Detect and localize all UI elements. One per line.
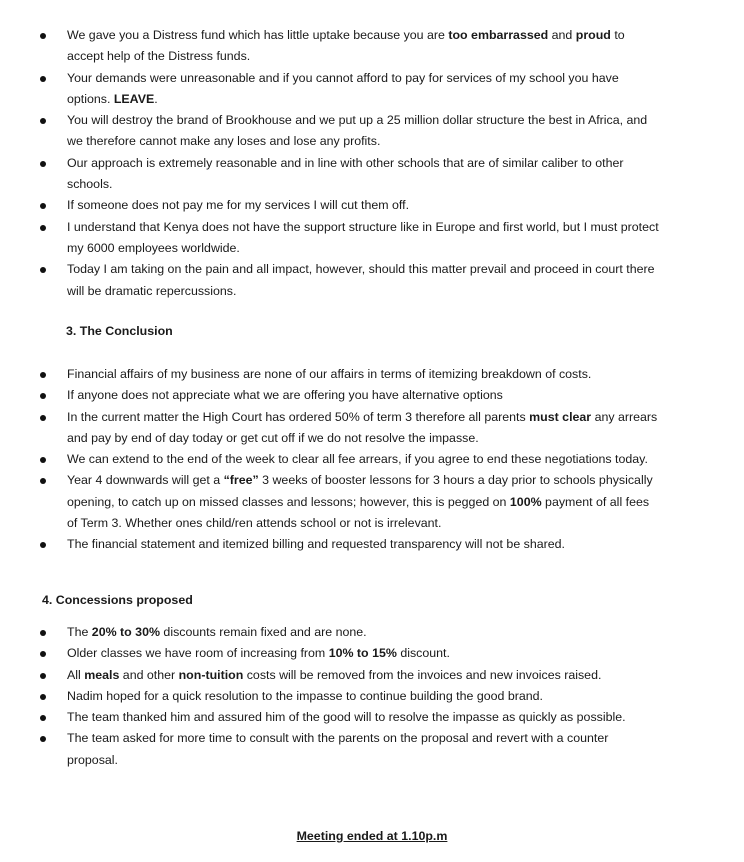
list-item <box>0 686 744 707</box>
concessions-bullet-list <box>0 622 744 771</box>
conclusion-heading: 3. The Conclusion <box>66 324 173 338</box>
text-run: You will destroy the brand of Brookhouse and we put up a 25 million dollar structure the best in Africa, and we therefore cannot make any loses and lose any profits. <box>67 113 648 149</box>
text-run: Financial affairs of my business are none of our affairs in terms of itemizing breakdown of costs. <box>67 367 592 381</box>
list-item <box>0 217 744 260</box>
text-run: Today I am taking on the pain and all impact, however, should this matter prevail and proceed in court there will be dramatic repercussions. <box>67 262 655 298</box>
section2-bullet-list <box>0 25 744 302</box>
list-item <box>0 68 744 111</box>
text-run: Our approach is extremely reasonable and in line with other schools that are of similar caliber to other schools. <box>67 155 624 192</box>
list-item <box>0 407 744 450</box>
conclusion-bullet-list <box>0 364 744 556</box>
list-item <box>0 470 744 534</box>
list-item <box>0 25 744 68</box>
list-item <box>0 153 744 196</box>
list-item <box>0 385 744 406</box>
list-item <box>0 195 744 216</box>
list-item <box>0 665 744 686</box>
bold-text: 20% to 30% <box>91 625 160 639</box>
text-run: Nadim hoped for a quick resolution to the impasse to continue building the good brand. <box>67 688 543 703</box>
bold-text: proud <box>575 28 611 42</box>
text-run: The team asked for more time to consult with the parents on the proposal and revert with a counter proposal. <box>67 731 609 767</box>
text-run: I understand that Kenya does not have the support structure like in Europe and first world, but I must protect my 6000 employees worldwide. <box>67 219 659 255</box>
list-item <box>0 259 744 302</box>
bold-text: must clear <box>529 409 592 424</box>
list-item <box>0 110 744 153</box>
text-run: The financial statement and itemized billing and requested transparency will not be shared. <box>67 537 565 552</box>
bold-text: too embarrassed <box>448 28 549 42</box>
text-run: to accept help of the Distress funds. <box>67 28 625 64</box>
text-run: We gave you a Distress fund which has little uptake because you are <box>67 28 449 42</box>
text-run: costs will be removed from the invoices and new invoices raised. <box>243 667 602 682</box>
text-run: and <box>548 28 576 42</box>
meeting-end-note: Meeting ended at 1.10p.m <box>296 829 448 843</box>
concessions-heading: 4. Concessions proposed <box>42 593 193 607</box>
text-run: any arrears and pay by end of day today or get cut off if we do not resolve the impasse. <box>67 409 658 445</box>
text-run: and other <box>119 667 179 682</box>
list-item <box>0 643 744 664</box>
text-run: All <box>67 667 85 682</box>
bold-text: “free” <box>223 473 259 488</box>
text-run: payment of all fees of Term 3. Whether ones child/ren attends school or not is irrelevant. <box>67 494 650 531</box>
text-run: discounts remain fixed and are none. <box>159 625 367 639</box>
text-run: Your demands were unreasonable and if you cannot afford to pay for services of my school you have options. <box>67 70 619 106</box>
text-run: If someone does not pay me for my services I will cut them off. <box>67 198 410 213</box>
text-run: The <box>67 625 92 639</box>
list-item <box>0 728 744 771</box>
text-run: If anyone does not appreciate what we are offering you have alternative options <box>67 388 503 403</box>
text-run: Year 4 downwards will get a <box>67 473 224 488</box>
bold-text: meals <box>84 667 120 682</box>
text-run: 3 weeks of booster lessons for 3 hours a day prior to schools physically opening, to catch up on missed classes and lessons; however, this is pegged on <box>67 473 653 509</box>
list-item <box>0 534 744 555</box>
text-run: The team thanked him and assured him of the good will to resolve the impasse as quickly as possible. <box>67 710 626 725</box>
bold-text: LEAVE <box>113 91 155 106</box>
bold-text: non-tuition <box>178 667 244 682</box>
list-item <box>0 449 744 470</box>
list-item <box>0 707 744 728</box>
bold-text: 100% <box>509 494 542 509</box>
list-item <box>0 622 744 643</box>
text-run: . <box>154 91 158 106</box>
list-item <box>0 364 744 385</box>
text-run: Older classes we have room of increasing from <box>67 646 329 661</box>
text-run: In the current matter the High Court has ordered 50% of term 3 therefore all parents <box>67 409 530 424</box>
bold-text: 10% to 15% <box>328 646 397 661</box>
text-run: discount. <box>396 646 450 661</box>
text-run: We can extend to the end of the week to clear all fee arrears, if you agree to end these negotiations today. <box>67 452 648 467</box>
